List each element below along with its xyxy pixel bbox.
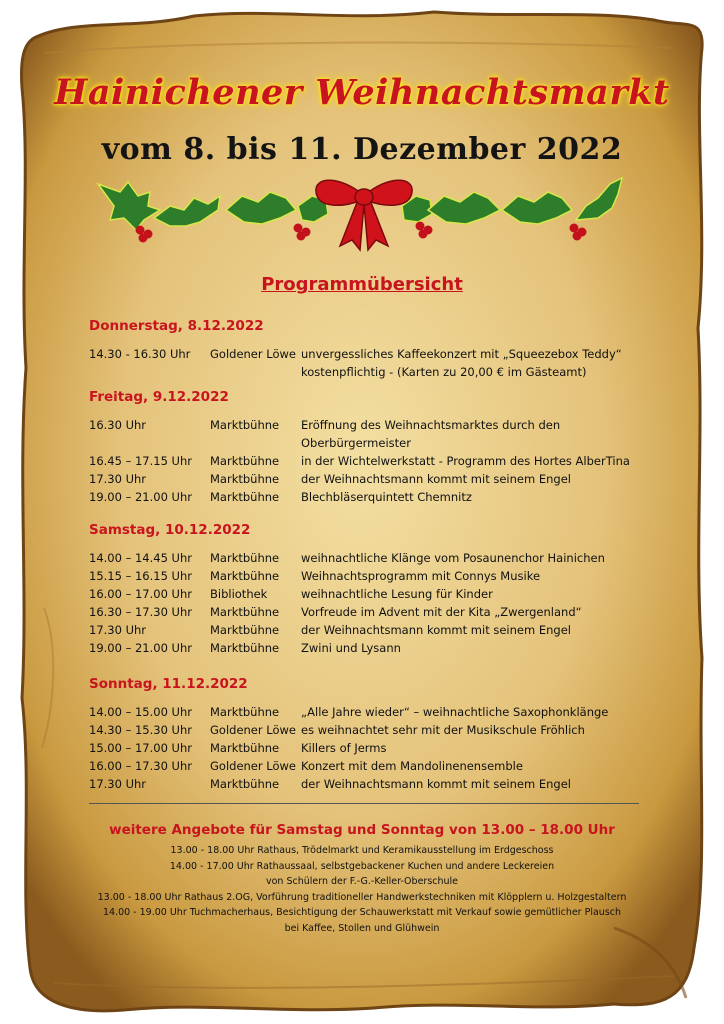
event-description: Zwini und Lysann xyxy=(301,641,401,655)
event-description: weihnachtliche Lesung für Kinder xyxy=(301,587,493,601)
event-description: kostenpflichtig - (Karten zu 20,00 € im Gästeamt) xyxy=(301,365,587,379)
event-time: 14.30 – 15.30 Uhr xyxy=(89,723,192,737)
event-time: 15.15 – 16.15 Uhr xyxy=(89,569,192,583)
event-description: unvergessliches Kaffeekonzert mit „Squeezebox Teddy“ xyxy=(301,347,622,361)
event-time: 17.30 Uhr xyxy=(89,472,147,486)
event-time: 14.30 - 16.30 Uhr xyxy=(89,347,191,361)
extras-line: 14.00 - 19.00 Uhr Tuchmacherhaus, Besichtigung der Schauwerkstatt mit Verkauf sowie gemütlicher Plausch xyxy=(102,907,622,919)
event-location: Marktbühne xyxy=(210,605,280,619)
event-location: Marktbühne xyxy=(210,569,280,583)
extras-line: von Schülern der F.-G.-Keller-Oberschule xyxy=(265,876,459,888)
event-location: Marktbühne xyxy=(210,454,280,468)
event-description: Eröffnung des Weihnachtsmarktes durch den xyxy=(301,418,561,432)
event-description: Blechbläserquintett Chemnitz xyxy=(301,490,472,504)
event-time: 17.30 Uhr xyxy=(89,777,147,791)
day-heading: Samstag, 10.12.2022 xyxy=(89,522,251,538)
event-location: Marktbühne xyxy=(210,705,280,719)
day-heading: Sonntag, 11.12.2022 xyxy=(89,676,248,692)
event-row xyxy=(89,703,649,721)
event-description: Weihnachtsprogramm mit Connys Musike xyxy=(301,569,541,583)
event-description: der Weihnachtsmann kommt mit seinem Engel xyxy=(301,777,571,791)
event-row xyxy=(89,470,649,488)
event-time: 16.30 – 17.30 Uhr xyxy=(89,605,192,619)
event-location: Marktbühne xyxy=(210,641,280,655)
event-description: Killers of Jerms xyxy=(301,741,387,755)
event-description: es weihnachtet sehr mit der Musikschule Fröhlich xyxy=(301,723,585,737)
extras-line: 13.00 - 18.00 Uhr Rathaus, Trödelmarkt und Keramikausstellung im Erdgeschoss xyxy=(170,845,554,856)
event-description: „Alle Jahre wieder“ – weihnachtliche Saxophonklänge xyxy=(301,705,609,719)
extras-line: bei Kaffee, Stollen und Glühwein xyxy=(284,923,440,934)
event-row xyxy=(89,567,649,585)
event-location: Goldener Löwe xyxy=(210,723,296,737)
event-time: 19.00 – 21.00 Uhr xyxy=(89,641,192,655)
event-description: Vorfreude im Advent mit der Kita „Zwergenland“ xyxy=(301,605,582,619)
event-row xyxy=(89,739,649,757)
event-time: 17.30 Uhr xyxy=(89,623,147,637)
event-row xyxy=(89,757,649,775)
event-description: Oberbürgermeister xyxy=(301,436,411,450)
market-dates: vom 8. bis 11. Dezember 2022 xyxy=(101,132,623,167)
extras-line: 14.00 - 17.00 Uhr Rathaussaal, selbstgebackener Kuchen und andere Leckereien xyxy=(169,860,555,872)
event-location: Marktbühne xyxy=(210,777,280,791)
event-row xyxy=(89,603,649,621)
event-time: 16.45 – 17.15 Uhr xyxy=(89,454,192,468)
market-title: Hainichener Weihnachtsmarkt xyxy=(54,72,670,113)
event-location: Marktbühne xyxy=(210,741,280,755)
day-heading: Freitag, 9.12.2022 xyxy=(89,389,229,405)
event-description: der Weihnachtsmann kommt mit seinem Engel xyxy=(301,623,571,637)
event-time: 15.00 – 17.00 Uhr xyxy=(89,741,192,755)
event-time: 16.00 – 17.00 Uhr xyxy=(89,587,192,601)
event-row xyxy=(89,621,649,639)
event-row xyxy=(89,639,649,657)
event-time: 14.00 – 15.00 Uhr xyxy=(89,705,192,719)
event-row xyxy=(89,585,649,603)
extras-heading: weitere Angebote für Samstag und Sonntag von 13.00 – 18.00 Uhr xyxy=(109,822,615,838)
event-row xyxy=(89,721,649,739)
event-location: Marktbühne xyxy=(210,472,280,486)
event-description: in der Wichtelwerkstatt - Programm des Hortes AlberTina xyxy=(301,454,630,468)
event-location: Goldener Löwe xyxy=(210,759,296,773)
event-row xyxy=(89,452,649,470)
holly-garland-with-bow xyxy=(90,170,635,260)
event-location: Marktbühne xyxy=(210,418,280,432)
event-time: 16.00 – 17.30 Uhr xyxy=(89,759,192,773)
event-time: 19.00 – 21.00 Uhr xyxy=(89,490,192,504)
event-location: Goldener Löwe xyxy=(210,347,296,361)
event-time: 16.30 Uhr xyxy=(89,418,147,432)
event-description: weihnachtliche Klänge vom Posaunenchor Hainichen xyxy=(301,551,605,565)
event-row xyxy=(89,549,649,567)
extras-line: 13.00 - 18.00 Uhr Rathaus 2.OG, Vorführung traditioneller Handwerkstechniken mit Klöpplern u. Holzgestaltern xyxy=(97,891,627,903)
event-description: der Weihnachtsmann kommt mit seinem Engel xyxy=(301,472,571,486)
event-row xyxy=(89,488,649,506)
program-overview-heading: Programmübersicht xyxy=(261,274,463,295)
event-time: 14.00 – 14.45 Uhr xyxy=(89,551,192,565)
event-row xyxy=(89,345,649,381)
day-heading: Donnerstag, 8.12.2022 xyxy=(89,318,264,334)
event-location: Marktbühne xyxy=(210,490,280,504)
event-location: Marktbühne xyxy=(210,551,280,565)
event-row xyxy=(89,416,649,452)
event-location: Bibliothek xyxy=(210,587,268,601)
event-location: Marktbühne xyxy=(210,623,280,637)
divider xyxy=(89,803,639,804)
event-row xyxy=(89,775,649,793)
event-description: Konzert mit dem Mandolinenensemble xyxy=(301,759,523,773)
